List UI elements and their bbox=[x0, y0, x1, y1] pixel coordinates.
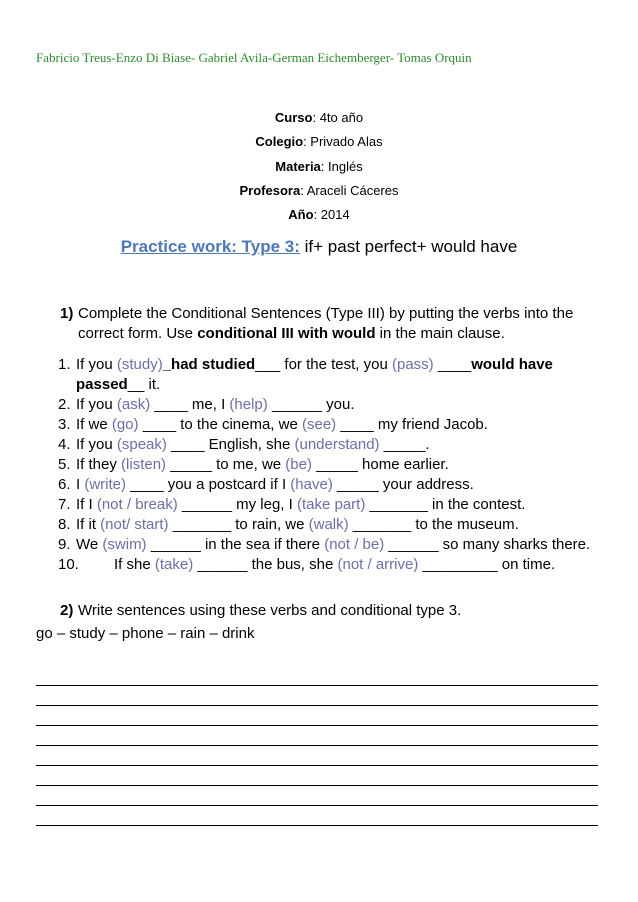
sentence-text: _____ your address. bbox=[332, 476, 474, 493]
info-course: Curso: 4to año bbox=[274, 110, 364, 125]
exercise1-number: 1) bbox=[60, 305, 74, 322]
verb-hint: (be) bbox=[285, 456, 312, 473]
sentence-text: _____ home earlier. bbox=[311, 456, 449, 473]
answer-line bbox=[36, 725, 598, 726]
answer-line bbox=[36, 745, 598, 746]
sentence-text: ____ to the cinema, we bbox=[138, 416, 302, 433]
verb-hint: (write) bbox=[84, 476, 127, 493]
sentence-text: We bbox=[76, 536, 103, 553]
answer-line bbox=[36, 685, 598, 686]
exercise2-text: Write sentences using these verbs and conditional type 3. bbox=[78, 602, 462, 619]
item-number: 1. bbox=[58, 356, 71, 373]
verb-hint: (have) bbox=[290, 476, 333, 493]
answer-line bbox=[36, 765, 598, 766]
verb-hint: (ask) bbox=[116, 396, 151, 413]
exercise-item bbox=[58, 455, 608, 475]
exercise2-instructions bbox=[60, 601, 600, 621]
sentence-text: If I bbox=[76, 496, 97, 513]
verb-hint: (pass) bbox=[391, 356, 434, 373]
verb-hint: (help) bbox=[229, 396, 268, 413]
sentence-text: I bbox=[76, 476, 85, 493]
answer-line bbox=[36, 825, 598, 826]
page-title bbox=[0, 237, 638, 257]
title-rest: if+ past perfect+ would have bbox=[299, 237, 518, 256]
sentence-text: ____ you a postcard if I bbox=[126, 476, 291, 493]
sentence-text: If you bbox=[76, 356, 117, 373]
sentence-text: ______ in the sea if there bbox=[146, 536, 325, 553]
sentence-text: If she bbox=[114, 556, 155, 573]
info-subject: Materia: Inglés bbox=[275, 159, 363, 174]
verb-hint: (take part) bbox=[296, 496, 366, 513]
verb-hint: (understand) bbox=[294, 436, 380, 453]
exercise1-list bbox=[58, 355, 608, 575]
sentence-text: _______ in the contest. bbox=[365, 496, 526, 513]
info-school: Colegio: Privado Alas bbox=[255, 134, 383, 149]
verb-hint: (not / be) bbox=[324, 536, 385, 553]
sentence-text: ___ for the test, you bbox=[255, 356, 392, 373]
exercise-item bbox=[58, 415, 608, 435]
sentence-text: If you bbox=[76, 436, 117, 453]
item-number: 2. bbox=[58, 396, 71, 413]
verb-list: go – study – phone – rain – drink bbox=[36, 625, 255, 642]
item-number: 7. bbox=[58, 496, 71, 513]
verb-hint: (see) bbox=[301, 416, 337, 433]
exercise-item bbox=[58, 395, 608, 415]
info-teacher: Profesora: Araceli Cáceres bbox=[239, 183, 399, 198]
info-year: Año: 2014 bbox=[288, 207, 350, 222]
exercise-item bbox=[58, 435, 608, 455]
exercise-item bbox=[58, 495, 608, 515]
sentence-text: _____ to me, we bbox=[166, 456, 286, 473]
item-number: 8. bbox=[58, 516, 71, 533]
sentence-text: ______ so many sharks there. bbox=[384, 536, 591, 553]
verb-hint: (listen) bbox=[121, 456, 167, 473]
verb-hint: (take) bbox=[154, 556, 194, 573]
exercise-item bbox=[58, 555, 608, 575]
verb-hint: (not / break) bbox=[96, 496, 178, 513]
item-number: 10. bbox=[58, 556, 79, 573]
sentence-text: ____ my friend Jacob. bbox=[336, 416, 488, 433]
sentence-text: _______ to the museum. bbox=[348, 516, 519, 533]
verb-hint: (speak) bbox=[116, 436, 167, 453]
sentence-text: ______ the bus, she bbox=[193, 556, 338, 573]
exercise-item bbox=[58, 355, 608, 395]
sentence-text: ____ me, I bbox=[150, 396, 230, 413]
sentence-text: If they bbox=[76, 456, 122, 473]
sentence-text: _______ to rain, we bbox=[168, 516, 309, 533]
verb-hint: (go) bbox=[111, 416, 139, 433]
exercise-item bbox=[58, 475, 608, 495]
answer-line bbox=[36, 705, 598, 706]
item-number: 3. bbox=[58, 416, 71, 433]
answer-line bbox=[36, 805, 598, 806]
sentence-text: ____ English, she bbox=[166, 436, 295, 453]
exercise2-number: 2) bbox=[60, 602, 74, 619]
exercise-item bbox=[58, 535, 608, 555]
sentence-text: __ it. bbox=[127, 376, 161, 393]
verb-hint: (study) bbox=[116, 356, 163, 373]
sentence-text: If it bbox=[76, 516, 101, 533]
sentence-text: If we bbox=[76, 416, 112, 433]
sentence-text: ______ my leg, I bbox=[177, 496, 297, 513]
item-number: 6. bbox=[58, 476, 71, 493]
answer-example: would have passed bbox=[76, 356, 553, 393]
item-number: 4. bbox=[58, 436, 71, 453]
item-number: 9. bbox=[58, 536, 71, 553]
verb-hint: (walk) bbox=[308, 516, 349, 533]
item-number: 5. bbox=[58, 456, 71, 473]
exercise1-text: Complete the Conditional Sentences (Type III) by putting the verbs into the correct form. Use conditional III with would in the main clause. bbox=[78, 305, 574, 342]
sentence-text: ____ bbox=[433, 356, 472, 373]
verb-hint: (not/ start) bbox=[100, 516, 169, 533]
sentence-text: ______ you. bbox=[267, 396, 355, 413]
verb-hint: (not / arrive) bbox=[337, 556, 419, 573]
authors-line: Fabricio Treus-Enzo Di Biase- Gabriel Avila-German Eichemberger- Tomas Orquin bbox=[36, 50, 472, 65]
answer-example: _had studied bbox=[162, 356, 256, 373]
exercise-item bbox=[58, 515, 608, 535]
title-link[interactable]: Practice work: Type 3: bbox=[120, 237, 300, 256]
answer-line bbox=[36, 785, 598, 786]
sentence-text: If you bbox=[76, 396, 117, 413]
sentence-text: _____. bbox=[379, 436, 430, 453]
exercise1-instructions bbox=[60, 304, 600, 344]
sentence-text: _________ on time. bbox=[418, 556, 556, 573]
verb-hint: (swim) bbox=[102, 536, 147, 553]
